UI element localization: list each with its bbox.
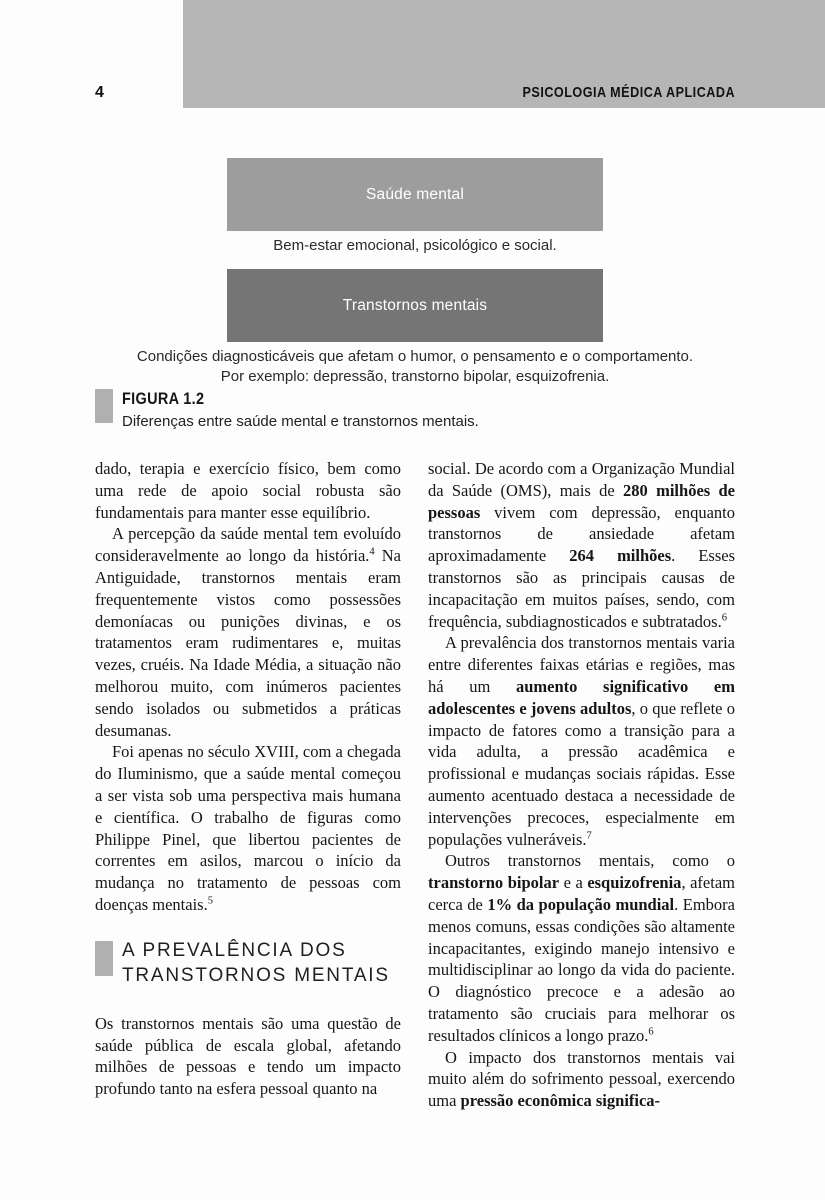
- section-heading-marker: [95, 941, 113, 976]
- running-head: PSICOLOGIA MÉDICA APLICADA: [522, 84, 735, 101]
- paragraph: dado, terapia e exercício físico, bem como uma rede de apoio social robusta são fundamentais para manter esse equilíbrio.: [95, 459, 401, 522]
- right-column-paragraphs: [428, 458, 735, 1112]
- figure-label-texts: [122, 389, 479, 430]
- figure-box-mental-disorders-caption-line1: Condições diagnosticáveis que afetam o humor, o pensamento e o comportamento.: [136, 348, 694, 365]
- left-column-top-paragraphs: [95, 458, 401, 916]
- figure-box-mental-disorders: [227, 269, 603, 342]
- paragraph: Os transtornos mentais são uma questão de saúde pública de escala global, afetando milhões de pessoas e tendo um impacto profundo tanto na esfera pessoal quanto na: [95, 1013, 401, 1099]
- left-column-bottom-paragraphs: [95, 1013, 401, 1100]
- paragraph: social. De acordo com a Organização Mundial da Saúde (OMS), mais de 280 milhões de pessoas vivem com depressão, enquanto transtornos de ansiedade afetam aproximadamente 264 milhões. Esses transtornos são as principais causas de incapacitação em muitos países, sendo, com frequência, subdiagnosticados e subtratados.$^6$: [428, 459, 735, 631]
- figure-box-mental-disorders-caption: [55, 347, 775, 387]
- figure-box-mental-health-label: Saúde mental: [365, 185, 465, 203]
- paragraph: A prevalência dos transtornos mentais varia entre diferentes faixas etárias e regiões, mas há um aumento significativo em adolescentes e jovens adultos, o que reflete o impacto de fatores como a transição para a vida adulta, a pressão acadêmica e profissional e mudanças sociais rápidas. Esse aumento acentuado destaca a necessidade de intervenções precoces, especialmente em populações vulneráveis.$^7$: [428, 633, 735, 849]
- figure-label: FIGURA 1.2: [122, 389, 205, 408]
- figure-box-mental-health-caption: Bem-estar emocional, psicológico e social.: [273, 237, 557, 254]
- paragraph: Foi apenas no século XVIII, com a chegada do Iluminismo, que a saúde mental começou a ser vista sob uma perspectiva mais humana e científica. O trabalho de figuras como Philippe Pinel, que libertou pacientes de correntes em asilos, marcou o início da mudança no tratamento de pessoas com doenças mentais.$^5$: [95, 742, 401, 914]
- section-heading-row: [95, 938, 401, 989]
- left-column: [95, 458, 401, 1100]
- figure-box-mental-disorders-caption-line2: Por exemplo: depressão, transtorno bipolar, esquizofrenia.: [220, 368, 610, 385]
- paragraph: A percepção da saúde mental tem evoluído consideravelmente ao longo da história.$^4$ Na Antiguidade, transtornos mentais eram frequentemente vistos como possessões demoníacas ou punições divinas, e os tratamentos eram rudimentares e, muitas vezes, cruéis. Na Idade Média, a situação não melhorou muito, com inúmeros pacientes sendo isolados ou submetidos a práticas desumanas.: [95, 524, 401, 740]
- section-heading-line2: TRANSTORNOS MENTAIS: [122, 965, 390, 987]
- figure-label-row: [95, 389, 479, 430]
- figure-box-mental-health: [227, 158, 603, 231]
- paragraph: O impacto dos transtornos mentais vai muito além do sofrimento pessoal, exercendo uma pressão econômica significa-: [428, 1047, 735, 1111]
- figure-label-marker: [95, 389, 113, 423]
- figure-box-mental-disorders-label: Transtornos mentais: [342, 296, 488, 314]
- paragraph: Outros transtornos mentais, como o transtorno bipolar e a esquizofrenia, afetam cerca de 1% da população mundial. Embora menos comuns, essas condições são altamente incapacitantes, exigindo manejo intensivo e multidisciplinar ao longo da vida do paciente. O diagnóstico precoce e a adesão ao tratamento são cruciais para melhorar os resultados clínicos a longo prazo.$^6$: [428, 851, 736, 1045]
- section-heading: [122, 938, 390, 989]
- section-heading-line1: A PREVALÊNCIA DOS: [122, 939, 347, 961]
- header-band: [183, 0, 825, 108]
- right-column: [428, 458, 735, 1112]
- page-number: 4: [95, 84, 104, 101]
- figure-caption: Diferenças entre saúde mental e transtornos mentais.: [122, 413, 479, 430]
